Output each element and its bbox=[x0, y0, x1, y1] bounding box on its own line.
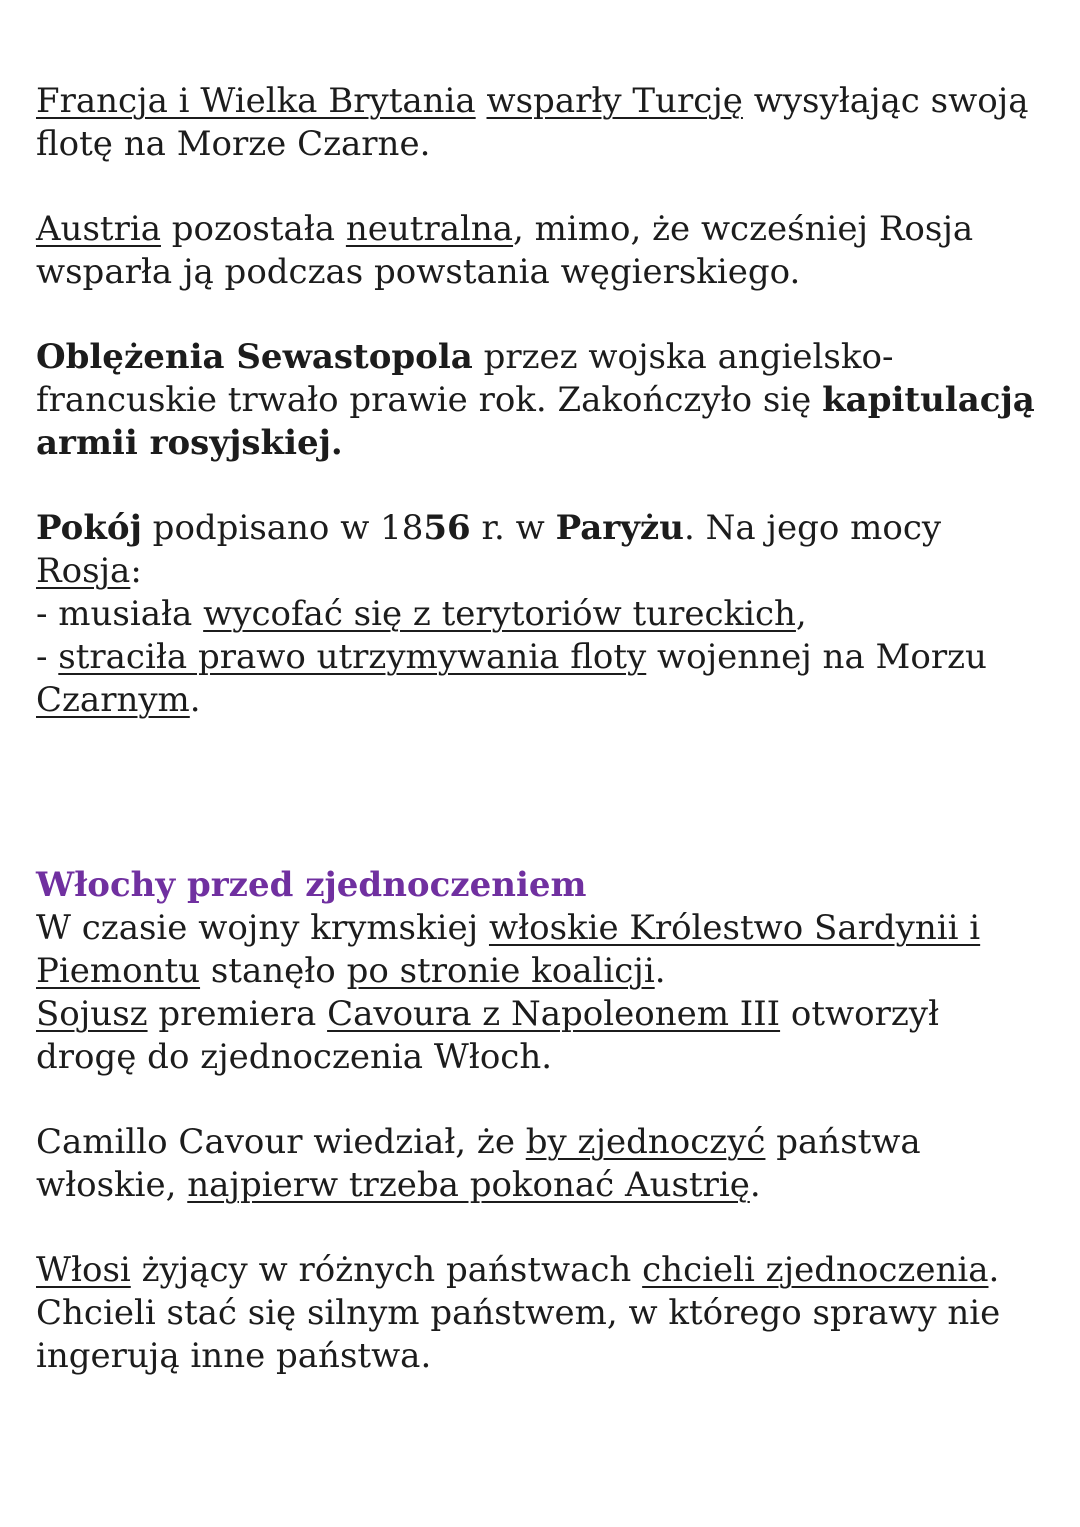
text-span: r. w bbox=[470, 508, 556, 548]
text-span: żyjący w różnych państwach bbox=[130, 1250, 643, 1290]
bold-phrase: kapitulacją armii rosyjskiej. bbox=[36, 380, 1035, 463]
underlined-phrase: Sojusz bbox=[36, 994, 148, 1034]
underlined-phrase: Cavoura z Napoleonem III bbox=[327, 994, 781, 1034]
paragraph-italy-before-unification bbox=[36, 864, 1046, 1079]
underlined-phrase: włoskie Królestwo Sardynii i Piemontu bbox=[36, 908, 981, 991]
bold-phrase: Paryżu bbox=[555, 508, 684, 548]
text-span: pozostała bbox=[160, 209, 346, 249]
list-item bbox=[36, 636, 1046, 722]
underlined-phrase: neutralna bbox=[345, 209, 514, 249]
bold-phrase: Oblężenia Sewastopola bbox=[36, 337, 473, 377]
paragraph-austria bbox=[36, 208, 1046, 294]
text-span bbox=[476, 81, 487, 121]
underlined-phrase: Włosi bbox=[36, 1250, 131, 1290]
underlined-phrase: straciła prawo utrzymywania floty bbox=[58, 637, 647, 677]
underlined-phrase: by zjednoczyć bbox=[525, 1122, 766, 1162]
text-line bbox=[36, 993, 1046, 1079]
bold-phrase: 56 bbox=[423, 508, 471, 548]
paragraph-sevastopol bbox=[36, 336, 1046, 465]
underlined-phrase: Austria bbox=[36, 209, 161, 249]
text-span: stanęło bbox=[200, 951, 347, 991]
text-span: premiera bbox=[147, 994, 328, 1034]
underlined-phrase: Rosja bbox=[36, 551, 131, 591]
text-span: , bbox=[795, 594, 807, 634]
underlined-phrase: Francja i Wielka Brytania bbox=[36, 81, 476, 121]
paragraph-cavour bbox=[36, 1121, 1046, 1207]
text-span: . bbox=[654, 951, 666, 991]
bold-phrase: Pokój bbox=[36, 508, 142, 548]
underlined-phrase: wycofać się z terytoriów tureckich bbox=[203, 594, 796, 634]
text-span: - musiała bbox=[36, 594, 204, 634]
text-span: przez wojska angielsko-francuskie trwało prawie rok. Zakończyło się bbox=[36, 337, 894, 420]
paragraph-france-britain bbox=[36, 80, 1046, 166]
document-page bbox=[36, 80, 1046, 1420]
underlined-phrase: najpierw trzeba pokonać Austrię bbox=[187, 1165, 750, 1205]
text-span: Camillo Cavour wiedział, że bbox=[36, 1122, 526, 1162]
list-item bbox=[36, 593, 1046, 636]
underlined-phrase: Czarnym bbox=[36, 680, 190, 720]
text-span: . bbox=[189, 680, 201, 720]
section-heading: Włochy przed zjednoczeniem bbox=[36, 865, 587, 905]
text-span: wysyłając swoją flotę na Morze Czarne. bbox=[36, 81, 1029, 164]
underlined-phrase: wsparły Turcję bbox=[486, 81, 743, 121]
text-span: , mimo, że wcześniej Rosja wsparła ją podczas powstania węgierskiego. bbox=[36, 209, 974, 292]
text-span: - bbox=[36, 637, 59, 677]
text-span: . Chcieli stać się silnym państwem, w którego sprawy nie ingerują inne państwa. bbox=[36, 1250, 1001, 1376]
text-span: wojennej na Morzu bbox=[646, 637, 987, 677]
text-span: . bbox=[749, 1165, 761, 1205]
text-span: : bbox=[130, 551, 142, 591]
text-span: otworzył drogę do zjednoczenia Włoch. bbox=[36, 994, 939, 1077]
text-span: państwa włoskie, bbox=[36, 1122, 921, 1205]
text-span: podpisano w 18 bbox=[141, 508, 424, 548]
underlined-phrase: po stronie koalicji bbox=[346, 951, 655, 991]
paragraph-italians bbox=[36, 1249, 1046, 1378]
underlined-phrase: chcieli zjednoczenia bbox=[642, 1250, 989, 1290]
text-span: W czasie wojny krymskiej bbox=[36, 908, 489, 948]
text-span: . Na jego mocy bbox=[683, 508, 942, 548]
paragraph-peace-treaty bbox=[36, 507, 1046, 722]
spacer bbox=[36, 764, 1046, 864]
